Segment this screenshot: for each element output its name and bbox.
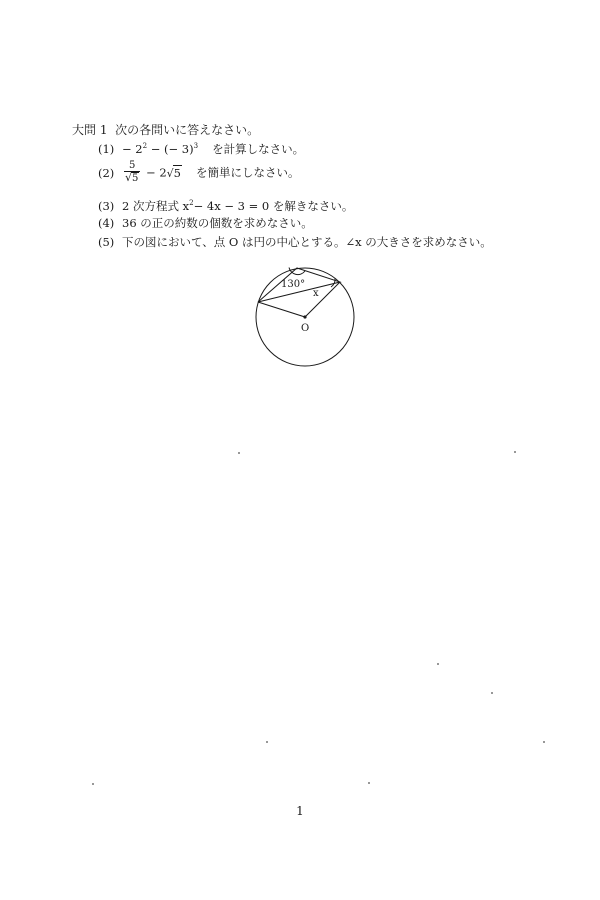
center-point [303, 315, 306, 318]
question-1 [98, 141, 304, 157]
scan-speck [437, 663, 439, 665]
scan-speck [514, 451, 516, 453]
page-number: 1 [296, 804, 304, 818]
q1-instruction: を計算しなさい。 [212, 142, 305, 156]
q1-exponent-1: 2 [142, 142, 148, 150]
section-heading [72, 121, 259, 138]
angle-label-x: x [313, 288, 319, 299]
scan-speck [92, 783, 94, 785]
sqrt-symbol: √ [125, 171, 133, 184]
q3-lead: 2 次方程式 x [122, 199, 190, 213]
section-instruction: 次の各問いに答えなさい。 [115, 123, 260, 137]
q3-exponent: 2 [189, 199, 194, 207]
section-label: 大問 1 [72, 123, 108, 137]
question-4 [98, 215, 313, 231]
scan-speck [491, 692, 493, 694]
q1-lead: − 2 [122, 142, 143, 156]
scan-speck [543, 741, 545, 743]
angle-label-130: 130° [281, 279, 306, 290]
circle-figure [250, 262, 360, 372]
scan-speck [266, 741, 268, 743]
q3-rest: − 4x − 3 = 0 を解きなさい。 [193, 199, 354, 213]
q2-fraction-numerator: 5 [129, 160, 136, 171]
q2-coefficient: − 2 [146, 165, 167, 180]
question-2 [98, 160, 300, 185]
q2-radicand: 5 [173, 165, 181, 180]
question-5 [98, 234, 492, 250]
q5-text: 下の図において、点 O は円の中心とする。∠x の大きさを求めなさい。 [122, 235, 492, 249]
q2-fraction-denominator [124, 171, 140, 185]
sqrt-symbol: √ [166, 166, 174, 180]
question-number: (3) [98, 199, 115, 213]
scan-speck [238, 452, 240, 454]
q1-middle: − (− 3) [150, 142, 194, 156]
scan-speck [368, 782, 370, 784]
center-label-o: O [301, 323, 310, 334]
question-number: (4) [98, 216, 115, 230]
question-number: (2) [98, 165, 115, 180]
q2-denominator-radicand: 5 [132, 173, 139, 184]
q2-instruction: を簡単にしなさい。 [196, 165, 300, 180]
q4-text: 36 の正の約数の個数を求めなさい。 [122, 216, 313, 230]
question-number: (1) [98, 142, 115, 156]
question-number: (5) [98, 235, 115, 249]
q1-exponent-2: 3 [193, 142, 199, 150]
q2-fraction [124, 160, 140, 185]
question-3 [98, 198, 353, 214]
